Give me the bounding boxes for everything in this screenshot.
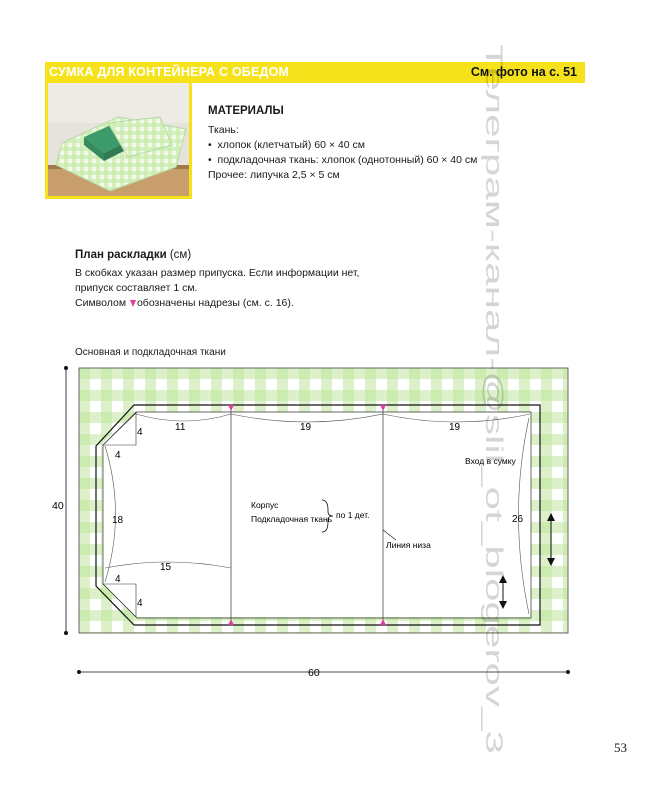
materials-section xyxy=(208,104,477,183)
corner-dim-label: 4 xyxy=(115,574,121,585)
fabric-label: Ткань: xyxy=(208,124,239,136)
lining-label: Подкладочная ткань xyxy=(251,514,333,524)
layout-plan-line-end: обозначены надрезы (см. с. 16). xyxy=(136,297,294,309)
corner-dim-label: 4 xyxy=(137,427,143,438)
top-left-dim-label: 11 xyxy=(175,422,186,433)
dimension-end-dot xyxy=(64,366,68,370)
bottom-line-label: Линия низа xyxy=(386,540,431,550)
layout-plan-heading xyxy=(75,248,359,263)
dimension-end-dot xyxy=(77,670,81,674)
notch-marker-icon xyxy=(130,300,136,307)
material-item-text: хлопок (клетчатый) 60 × 40 см xyxy=(217,139,365,151)
product-photo xyxy=(48,83,189,196)
top-mid-dim-label: 19 xyxy=(300,422,312,433)
right-height-label: 26 xyxy=(512,514,524,525)
layout-plan-section xyxy=(75,248,359,311)
corner-dim-label: 4 xyxy=(137,598,143,609)
page-number: 53 xyxy=(614,740,627,755)
dimension-end-dot xyxy=(566,670,570,674)
photo-reference: См. фото на с. 51 xyxy=(470,65,577,79)
watermark-text: Телеграм-канал-@slil_ot_blogerov_3 xyxy=(480,44,507,448)
diagram-caption: Основная и подкладочная ткани xyxy=(75,347,226,358)
bag-entry-label: Вход в сумку xyxy=(465,456,516,466)
quantity-label: по 1 дет. xyxy=(336,510,370,520)
layout-plan-line: припуск составляет 1 см. xyxy=(75,282,198,294)
total-height-label: 40 xyxy=(52,500,64,512)
materials-heading: МАТЕРИАЛЫ xyxy=(208,105,284,117)
other-materials: Прочее: липучка 2,5 × 5 см xyxy=(208,169,340,181)
layout-plan-line xyxy=(75,296,359,311)
dimension-end-dot xyxy=(64,631,68,635)
material-item: • подкладочная ткань: хлопок (однотонный) 60 × 40 см xyxy=(208,154,478,166)
layout-plan-unit: (см) xyxy=(166,249,192,261)
corner-dim-label: 4 xyxy=(115,450,121,461)
cutting-layout-diagram xyxy=(0,360,648,690)
body-label: Корпус xyxy=(251,500,279,510)
watermark xyxy=(478,40,508,760)
layout-plan-line: В скобках указан размер припуска. Если информации нет, xyxy=(75,267,360,279)
material-item-text: подкладочная ткань: хлопок (однотонный) 60 × 40 см xyxy=(217,154,478,166)
pattern-title: СУМКА ДЛЯ КОНТЕЙНЕРА С ОБЕДОМ xyxy=(49,65,290,79)
layout-plan-title: План раскладки xyxy=(75,249,167,261)
photo-frame xyxy=(45,83,192,199)
bottom-left-dim-label: 15 xyxy=(160,562,172,573)
total-width-label: 60 xyxy=(308,667,320,679)
top-right-dim-label: 19 xyxy=(449,422,461,433)
material-item: • хлопок (клетчатый) 60 × 40 см xyxy=(208,139,365,151)
left-height-label: 18 xyxy=(112,515,124,526)
layout-plan-line-start: Символом xyxy=(75,297,127,309)
